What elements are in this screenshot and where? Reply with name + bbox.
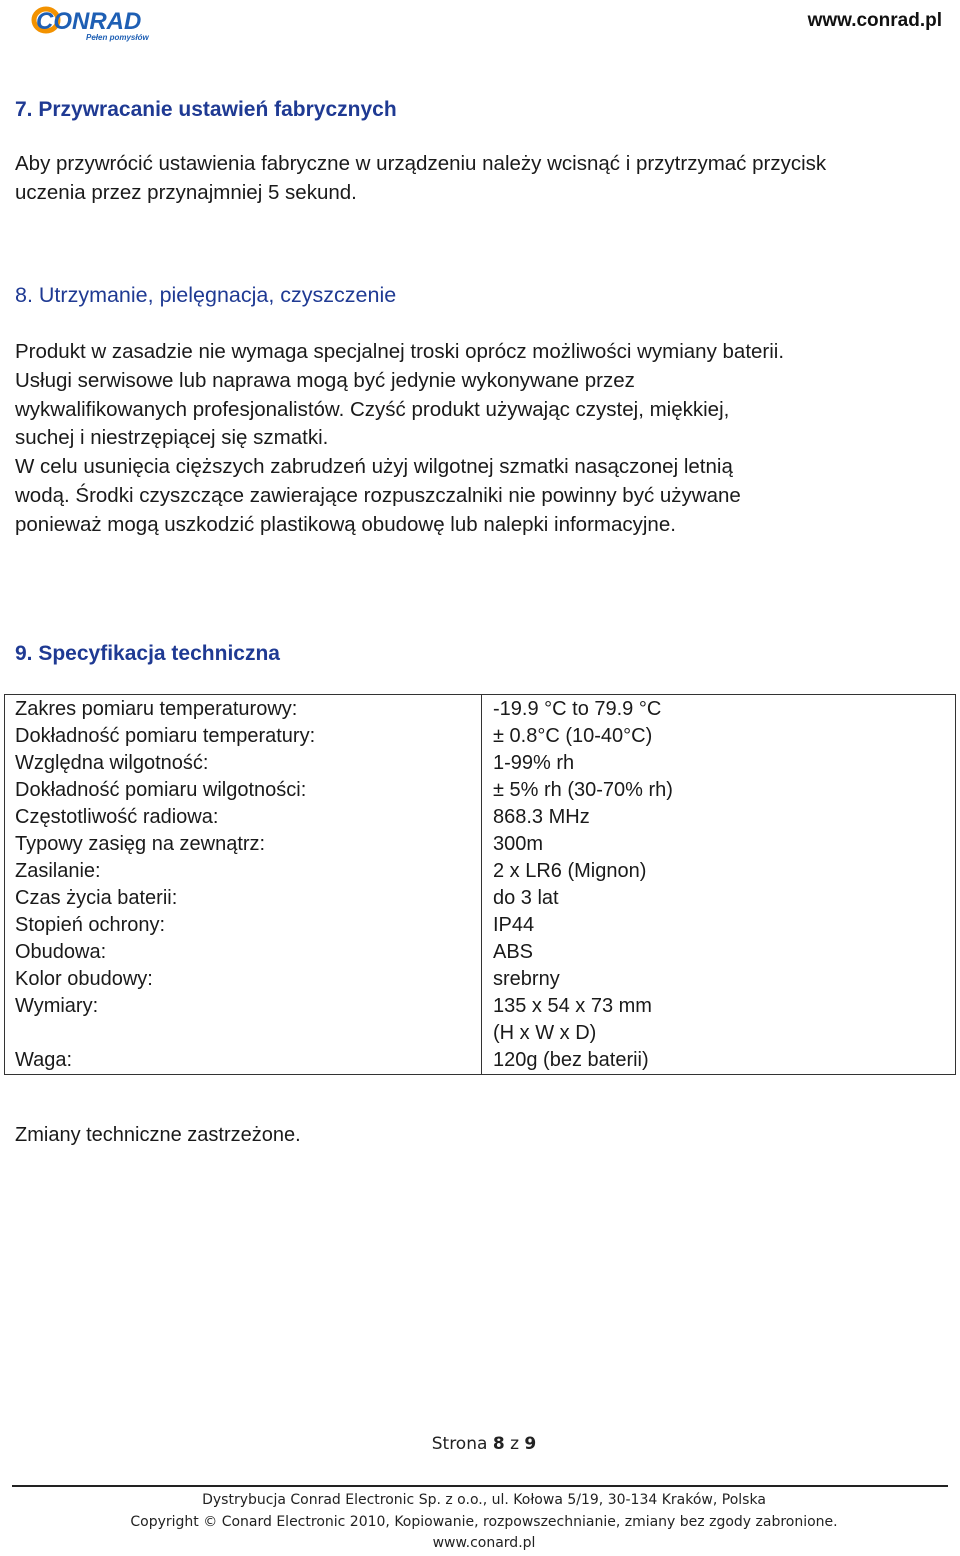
spec-value-line: 135 x 54 x 73 mm [493, 995, 652, 1017]
spec-value: ± 5% rh (30-70% rh) [482, 777, 956, 804]
section9-title: 9. Specyfikacja techniczna [15, 642, 280, 665]
section7-line: Aby przywrócić ustawienia fabryczne w urządzeniu należy wcisnąć i przytrzymać przycisk [15, 152, 827, 175]
spec-label: Kolor obudowy: [5, 966, 482, 993]
footer-copyright: Copyright © Conard Electronic 2010, Kopiowanie, rozpowszechnianie, zmiany bez zgody zabronione. [130, 1514, 838, 1530]
table-row [5, 750, 956, 777]
technical-changes-note: Zmiany techniczne zastrzeżone. [15, 1124, 301, 1146]
spec-label: Wymiary: [5, 993, 482, 1047]
spec-value: srebrny [482, 966, 956, 993]
table-row [5, 1047, 956, 1075]
table-row [5, 885, 956, 912]
page-current: 8 [492, 1434, 505, 1454]
table-row [5, 695, 956, 724]
page-number [0, 1434, 960, 1454]
logo-wordmark: CONRAD [36, 8, 142, 35]
page-total: 9 [524, 1434, 537, 1454]
section8-line: W celu usunięcia cięższych zabrudzeń użyj wilgotnej szmatki nasączonej letnią [15, 455, 733, 479]
section7-line: uczenia przez przynajmniej 5 sekund. [15, 180, 357, 204]
spec-label: Typowy zasięg na zewnątrz: [5, 831, 482, 858]
spec-label: Stopień ochrony: [5, 912, 482, 939]
section8-line: wodą. Środki czyszczące zawierające rozpuszczalniki nie powinny być używane [15, 483, 741, 507]
section7-title: 7. Przywracanie ustawień fabrycznych [15, 98, 397, 121]
conrad-logo [30, 6, 160, 42]
section8-line: ponieważ mogą uszkodzić plastikową obudowę lub nalepki informacyjne. [15, 512, 676, 536]
spec-value: 300m [482, 831, 956, 858]
spec-label: Waga: [5, 1047, 482, 1075]
section8-body [15, 338, 945, 540]
section8-line: Usługi serwisowe lub naprawa mogą być jedynie wykonywane przez [15, 368, 635, 392]
spec-value: ABS [482, 939, 956, 966]
section8-line: Produkt w zasadzie nie wymaga specjalnej troski oprócz możliwości wymiany baterii. [15, 340, 785, 363]
table-row [5, 966, 956, 993]
spec-label: Dokładność pomiaru temperatury: [5, 723, 482, 750]
site-url[interactable]: www.conrad.pl [807, 10, 942, 31]
spec-value: 1-99% rh [482, 750, 956, 777]
footer-divider [12, 1485, 948, 1487]
spec-value: do 3 lat [482, 885, 956, 912]
spec-value: 2 x LR6 (Mignon) [482, 858, 956, 885]
spec-value-line: (H x W x D) [493, 1022, 597, 1044]
spec-label: Zakres pomiaru temperaturowy: [5, 695, 482, 724]
table-row [5, 804, 956, 831]
spec-table [4, 694, 956, 1075]
footer-distribution: Dystrybucja Conrad Electronic Sp. z o.o., ul. Kołowa 5/19, 30-134 Kraków, Polska [202, 1492, 766, 1508]
section8-title: 8. Utrzymanie, pielęgnacja, czyszczenie [15, 283, 397, 307]
spec-value [482, 993, 956, 1047]
spec-label: Względna wilgotność: [5, 750, 482, 777]
section7-body [15, 150, 945, 208]
table-row [5, 912, 956, 939]
table-row [5, 993, 956, 1047]
spec-value: IP44 [482, 912, 956, 939]
footer-url[interactable]: www.conard.pl [432, 1535, 536, 1551]
spec-value: 120g (bez baterii) [482, 1047, 956, 1075]
logo-tagline: Pełen pomysłów [86, 33, 149, 42]
table-row [5, 777, 956, 804]
section8-line: suchej i niestrzępiącej się szmatki. [15, 426, 329, 450]
table-row [5, 831, 956, 858]
page-prefix: Strona [431, 1434, 488, 1454]
section8-line: wykwalifikowanych profesjonalistów. Czyść produkt używając czystej, miękkiej, [15, 397, 730, 421]
spec-value: -19.9 °C to 79.9 °C [482, 695, 956, 724]
spec-label: Obudowa: [5, 939, 482, 966]
spec-value: 868.3 MHz [482, 804, 956, 831]
spec-value: ± 0.8°C (10-40°C) [482, 723, 956, 750]
spec-label: Częstotliwość radiowa: [5, 804, 482, 831]
table-row [5, 858, 956, 885]
page-separator: z [510, 1434, 519, 1454]
spec-label: Czas życia baterii: [5, 885, 482, 912]
spec-label: Dokładność pomiaru wilgotności: [5, 777, 482, 804]
table-row [5, 939, 956, 966]
table-row [5, 723, 956, 750]
spec-label: Zasilanie: [5, 858, 482, 885]
